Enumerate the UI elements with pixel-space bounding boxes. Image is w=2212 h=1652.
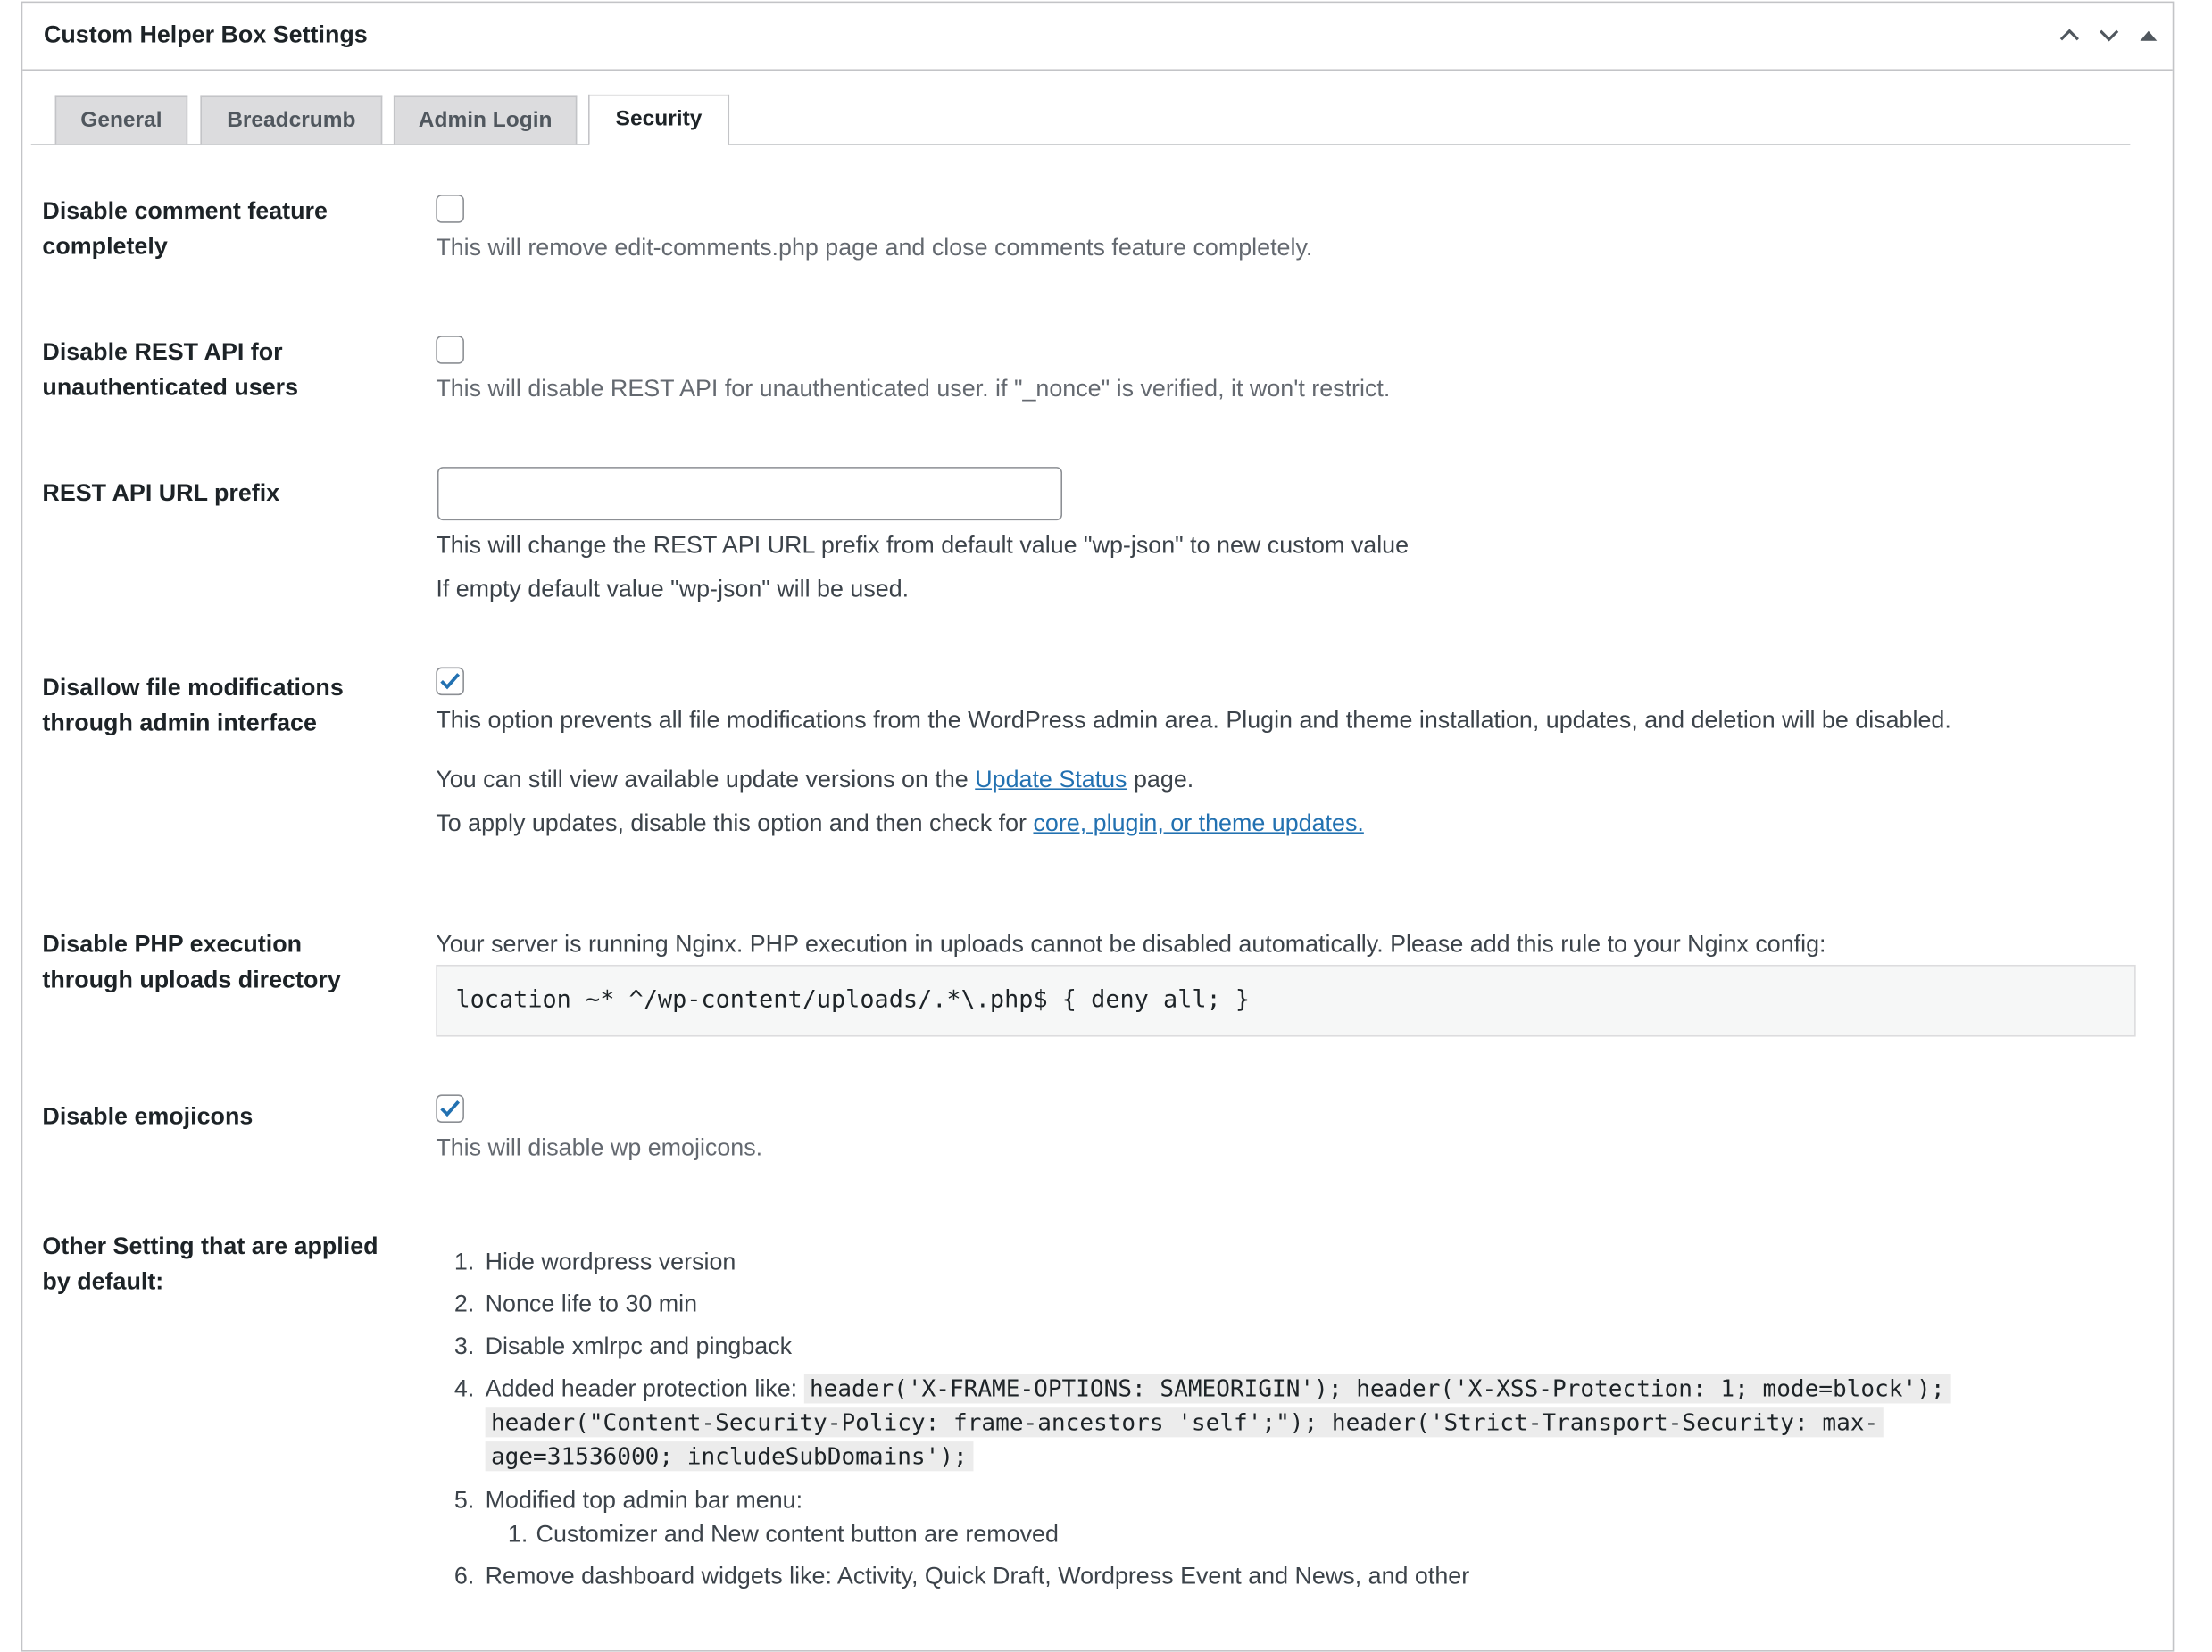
header-protection-code: header("Content-Security-Policy: frame-ancestors 'self';"); header('Strict-Transport-Security: max- bbox=[486, 1407, 1884, 1437]
list-item: 1. Hide wordpress version bbox=[453, 1248, 736, 1275]
postbox-header bbox=[22, 3, 2172, 71]
rest-prefix-label: REST API URL prefix bbox=[42, 479, 280, 507]
rest-prefix-description: This will change the REST API URL prefix from default value "wp-json" to new custom value bbox=[436, 531, 1410, 559]
triangle-up-icon[interactable] bbox=[2136, 22, 2161, 47]
tab-security[interactable]: Security bbox=[588, 95, 729, 145]
list-item-text: Added header protection like: bbox=[485, 1374, 798, 1402]
default-settings-list bbox=[454, 1245, 2076, 1593]
list-item-text: Hide wordpress version bbox=[485, 1248, 736, 1275]
disallow-file-mods-checkbox[interactable] bbox=[436, 668, 464, 696]
disable-comments-label: Disable comment feature completely bbox=[42, 197, 328, 259]
list-item-text: Disable xmlrpc and pingback bbox=[485, 1332, 793, 1360]
disallow-file-mods-label: Disallow file modifications through admin interface bbox=[42, 674, 344, 736]
disable-php-uploads-description: Your server is running Nginx. PHP execution in uploads cannot be disabled automatically. Please add this rule to your Nginx config: bbox=[436, 931, 1826, 959]
list-item: 6. Remove dashboard widgets like: Activity, Quick Draft, Wordpress Event and News, and other bbox=[453, 1563, 1470, 1590]
header-protection-code: age=31536000; includeSubDomains'); bbox=[486, 1441, 973, 1471]
sub-list-item-text: Customizer and New content button are removed bbox=[536, 1520, 1059, 1548]
tab-general[interactable]: General bbox=[55, 95, 188, 144]
disable-emojicons-checkbox[interactable] bbox=[436, 1094, 464, 1123]
update-status-note-suffix: page. bbox=[1133, 766, 1194, 793]
chevron-up-icon[interactable] bbox=[2057, 22, 2082, 47]
postbox-title: Custom Helper Box Settings bbox=[43, 21, 368, 48]
settings-tabs bbox=[31, 95, 2131, 145]
list-item: 3. Disable xmlrpc and pingback bbox=[453, 1332, 793, 1360]
rest-prefix-input[interactable] bbox=[437, 467, 1062, 520]
chevron-down-icon[interactable] bbox=[2096, 22, 2121, 47]
list-item-text: Nonce life to 30 min bbox=[485, 1291, 698, 1318]
postbox-handle-actions bbox=[2057, 22, 2161, 47]
disallow-file-mods-description: This option prevents all file modifications from the WordPress admin area. Plugin and theme installation, updates, and deletion will be disabled. bbox=[436, 706, 1951, 734]
disable-rest-api-label: Disable REST API for unauthenticated users bbox=[42, 338, 299, 401]
apply-updates-note-prefix: To apply updates, disable this option and then check for bbox=[436, 809, 1027, 837]
update-status-link[interactable]: Update Status bbox=[975, 766, 1127, 793]
update-status-note-prefix: You can still view available update versions on the bbox=[436, 766, 969, 793]
disable-comments-description: This will remove edit-comments.php page and close comments feature completely. bbox=[436, 234, 1313, 261]
list-item-text: Modified top admin bar menu: bbox=[485, 1486, 803, 1514]
disable-comments-checkbox[interactable] bbox=[436, 195, 464, 223]
updates-link[interactable]: core, plugin, or theme updates. bbox=[1033, 809, 1364, 837]
header-protection-code: header('X-FRAME-OPTIONS: SAMEORIGIN'); header('X-XSS-Protection: 1; mode=block'); bbox=[804, 1374, 1950, 1403]
list-item: 2. Nonce life to 30 min bbox=[453, 1291, 698, 1318]
tab-admin-login[interactable]: Admin Login bbox=[394, 95, 577, 144]
nginx-rule-code: location ~* ^/wp-content/uploads/.*\.php$ { deny all; } bbox=[436, 965, 2135, 1037]
disable-php-uploads-label: Disable PHP execution through uploads directory bbox=[42, 931, 341, 992]
apply-updates-note bbox=[436, 809, 1364, 838]
tab-breadcrumb[interactable]: Breadcrumb bbox=[200, 95, 382, 144]
list-item-text: Remove dashboard widgets like: Activity, Quick Draft, Wordpress Event and News, and other bbox=[485, 1563, 1470, 1590]
list-item: 5. Modified top admin bar menu: bbox=[453, 1486, 803, 1514]
checkmark-icon bbox=[438, 671, 461, 691]
list-item: 4. Added header protection like: header('X-FRAME-OPTIONS: SAMEORIGIN'); header('X-XSS-Protection: 1; mode=block'); header("Content-Security-Policy: frame-ancestors 'self';"); header('Strict-Transport-Security: max- age=31536000; includeSubDomains'); bbox=[454, 1373, 2076, 1474]
rest-prefix-default-note: If empty default value "wp-json" will be used. bbox=[436, 575, 910, 602]
disable-rest-api-description: This will disable REST API for unauthenticated user. if "_nonce" is verified, it won't restrict. bbox=[436, 375, 1391, 403]
update-status-note bbox=[436, 766, 1193, 794]
disable-emojicons-label: Disable emojicons bbox=[42, 1102, 254, 1130]
sub-list-item: 1. Customizer and New content button are removed bbox=[507, 1520, 1059, 1548]
default-settings-label: Other Setting that are applied by default: bbox=[42, 1233, 378, 1294]
disable-rest-api-checkbox[interactable] bbox=[436, 336, 464, 364]
disable-emojicons-description: This will disable wp emojicons. bbox=[436, 1133, 763, 1161]
checkmark-icon bbox=[438, 1099, 461, 1118]
